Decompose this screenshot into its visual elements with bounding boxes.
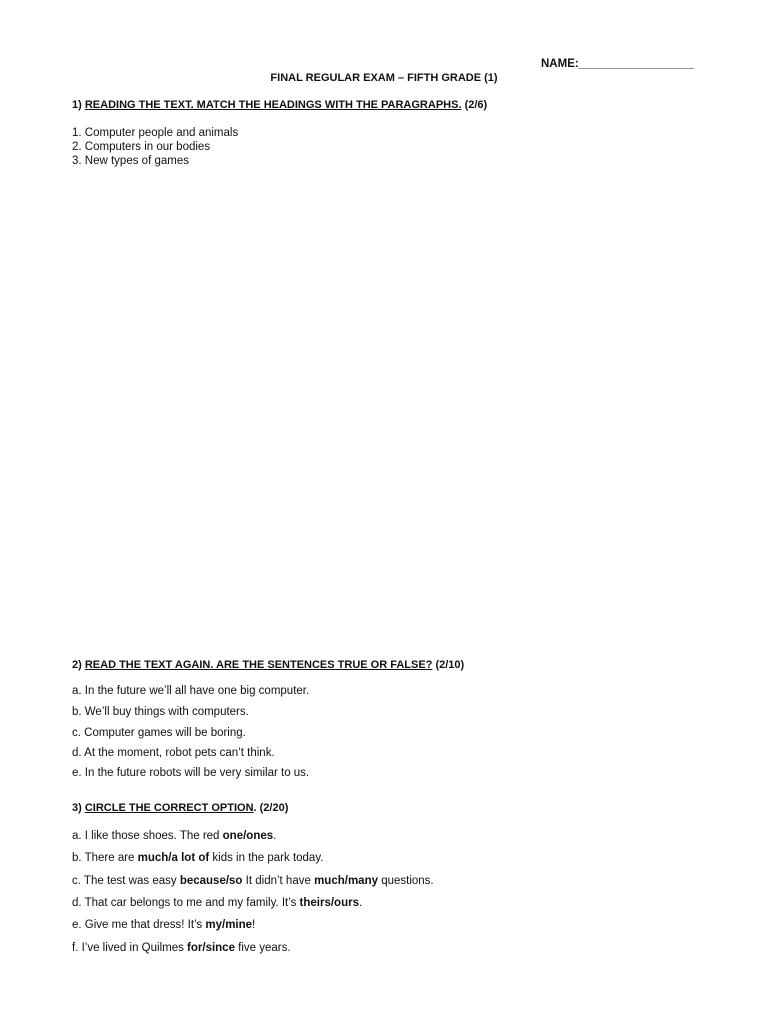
section-2-number: 2)	[72, 659, 82, 671]
sentence-text: d. That car belongs to me and my family. It’s	[72, 897, 300, 909]
true-false-item: d. At the moment, robot pets can’t think.	[72, 747, 275, 759]
option-choice[interactable]: one/ones	[222, 830, 274, 842]
option-choice[interactable]: theirs/ours	[299, 897, 359, 909]
sentence-text: kids in the park today.	[209, 852, 324, 864]
true-false-item: c. Computer games will be boring.	[72, 727, 246, 739]
true-false-item: b. We’ll buy things with computers.	[72, 706, 249, 718]
option-choice[interactable]: much/many	[314, 875, 378, 887]
section-3-heading	[72, 802, 288, 814]
list-item: 3. New types of games	[72, 155, 189, 167]
circle-option-item	[72, 852, 323, 864]
section-2-heading	[72, 659, 464, 671]
list-item: 2. Computers in our bodies	[72, 141, 211, 153]
circle-option-item	[72, 919, 255, 931]
section-3-score: . (2/20)	[253, 802, 289, 814]
sentence-text: five years.	[234, 942, 291, 954]
true-false-item: a. In the future we’ll all have one big computer.	[72, 685, 310, 697]
circle-option-item	[72, 897, 362, 909]
section-1-number: 1)	[72, 99, 82, 111]
sentence-text: .	[273, 830, 277, 842]
section-3-title: CIRCLE THE CORRECT OPTION	[84, 802, 254, 814]
option-choice[interactable]: much/a lot of	[137, 852, 210, 864]
sentence-text: questions.	[378, 875, 434, 887]
option-choice[interactable]: because/so	[179, 875, 243, 887]
sentence-text: f. I’ve lived in Quilmes	[72, 942, 188, 954]
list-item: 1. Computer people and animals	[72, 127, 239, 139]
section-1-list	[72, 126, 238, 168]
circle-option-item	[72, 830, 276, 842]
sentence-text: .	[358, 897, 363, 909]
section-2-score: (2/10)	[435, 659, 465, 671]
circle-option-item	[72, 875, 434, 887]
student-name-field[interactable]: NAME:__________________	[541, 58, 694, 70]
sentence-text: b. There are	[72, 852, 138, 864]
section-1-score: (2/6)	[464, 99, 488, 111]
sentence-text: e. Give me that dress! It’s	[72, 919, 206, 931]
section-3-number: 3)	[72, 802, 82, 814]
true-false-item: e. In the future robots will be very similar to us.	[72, 767, 310, 779]
sentence-text: c. The test was easy	[72, 875, 180, 887]
exam-title: FINAL REGULAR EXAM – FIFTH GRADE (1)	[270, 72, 498, 84]
sentence-text: It didn’t have	[242, 875, 315, 887]
sentence-text: a. I like those shoes. The red	[72, 830, 223, 842]
sentence-text: !	[252, 919, 256, 931]
option-choice[interactable]: my/mine	[205, 919, 253, 931]
section-1-title: READING THE TEXT. MATCH THE HEADINGS WITH THE PARAGRAPHS.	[84, 99, 462, 111]
section-1-heading	[72, 99, 487, 111]
section-2-title: READ THE TEXT AGAIN. ARE THE SENTENCES TRUE OR FALSE?	[84, 659, 433, 671]
option-choice[interactable]: for/since	[187, 942, 235, 954]
circle-option-item	[72, 942, 291, 954]
